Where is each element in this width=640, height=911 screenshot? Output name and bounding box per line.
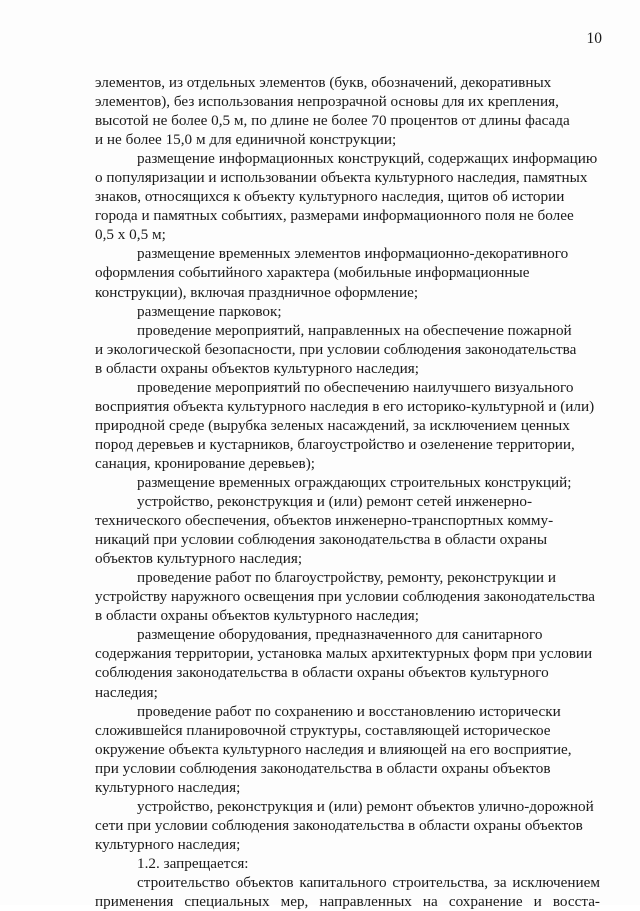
paragraph <box>95 302 600 321</box>
paragraph <box>95 492 600 568</box>
text-line: размещение временных ограждающих строительных конструкций; <box>137 473 572 491</box>
text-line: элементов), без использования непрозрачной основы для их крепления, <box>95 93 559 111</box>
text-line: природной среде (вырубка зеленых насаждений, за исключением ценных <box>95 416 570 434</box>
text-line: проведение мероприятий, направленных на обеспечение пожарной <box>137 321 572 339</box>
text-line: в области охраны объектов культурного наследия; <box>95 359 419 377</box>
text-line: культурного наследия; <box>95 835 241 853</box>
text-line: санация, кронирование деревьев); <box>95 454 315 472</box>
text-line: никаций при условии соблюдения законодательства в области охраны <box>95 531 548 549</box>
paragraph <box>95 473 600 492</box>
text-line: оформления событийного характера (мобильные информационные <box>95 264 530 282</box>
text-line: пород деревьев и кустарников, благоустройство и озеленение территории, <box>95 435 575 453</box>
section-heading <box>95 854 600 873</box>
text-line: содержания территории, установка малых архитектурных форм при условии <box>95 645 593 663</box>
text-line: устройство, реконструкция и (или) ремонт сетей инженерно- <box>137 493 533 511</box>
text-line: проведение работ по благоустройству, ремонту, реконструкции и <box>137 569 556 587</box>
text-line: размещение информационных конструкций, содержащих информацию <box>137 150 598 168</box>
text-line: конструкции), включая праздничное оформление; <box>95 283 419 301</box>
text-line: высотой не более 0,5 м, по длине не более 70 процентов от длины фасада <box>95 112 570 130</box>
page-number: 10 <box>586 30 602 47</box>
text-line: размещение парковок; <box>137 302 282 320</box>
paragraph <box>95 321 600 378</box>
text-line: объектов культурного наследия; <box>95 550 303 568</box>
text-line: наследия; <box>95 683 158 701</box>
text-line: 0,5 х 0,5 м; <box>95 226 166 244</box>
document-body <box>95 73 600 911</box>
text-line: устройству наружного освещения при условии соблюдения законодательства <box>95 588 596 606</box>
text-line: сложившейся планировочной структуры, составляющей историческое <box>95 721 551 739</box>
text-line: размещение временных элементов информационно-декоративного <box>137 245 569 263</box>
paragraph <box>95 73 600 149</box>
text-line: и экологической безопасности, при условии соблюдения законодательства <box>95 340 577 358</box>
text-line: восприятия объекта культурного наследия в его историко-культурной и (или) <box>95 397 595 415</box>
text-line: технического обеспечения, объектов инженерно-транспортных комму- <box>95 512 554 530</box>
text-line: и не более 15,0 м для единичной конструкции; <box>95 131 397 149</box>
text-line: о популяризации и использовании объекта культурного наследия, памятных <box>95 169 588 187</box>
paragraph <box>95 797 600 854</box>
text-line: сети при условии соблюдения законодательства в области охраны объектов <box>95 816 583 834</box>
text-line: 1.2. запрещается: <box>137 854 249 872</box>
text-line: соблюдения законодательства в области охраны объектов культурного <box>95 664 549 682</box>
text-line: в области охраны объектов культурного наследия; <box>95 607 419 625</box>
text-line: проведение работ по сохранению и восстановлению исторически <box>137 702 561 720</box>
paragraph <box>95 378 600 473</box>
text-line: строительство объектов капитального строительства, за исключением <box>137 873 600 891</box>
text-line: проведение мероприятий по обеспечению наилучшего визуального <box>137 378 574 396</box>
paragraph <box>95 625 600 701</box>
text-line: применения специальных мер, направленных на сохранение и восста- <box>95 893 600 911</box>
paragraph <box>95 149 600 244</box>
text-line: размещение оборудования, предназначенного для санитарного <box>137 626 543 644</box>
paragraph <box>95 568 600 625</box>
text-line: культурного наследия; <box>95 778 241 796</box>
text-line: города и памятных событиях, размерами информационного поля не более <box>95 207 574 225</box>
text-line: окружение объекта культурного наследия и влияющей на его восприятие, <box>95 740 572 758</box>
text-line: элементов, из отдельных элементов (букв, обозначений, декоративных <box>95 74 552 91</box>
text-line: знаков, относящихся к объекту культурного наследия, щитов об истории <box>95 188 565 206</box>
paragraph <box>95 702 600 797</box>
text-line: устройство, реконструкция и (или) ремонт объектов улично-дорожной <box>137 797 594 815</box>
text-line: при условии соблюдения законодательства в области охраны объектов <box>95 759 551 777</box>
paragraph <box>95 873 600 911</box>
paragraph <box>95 244 600 301</box>
